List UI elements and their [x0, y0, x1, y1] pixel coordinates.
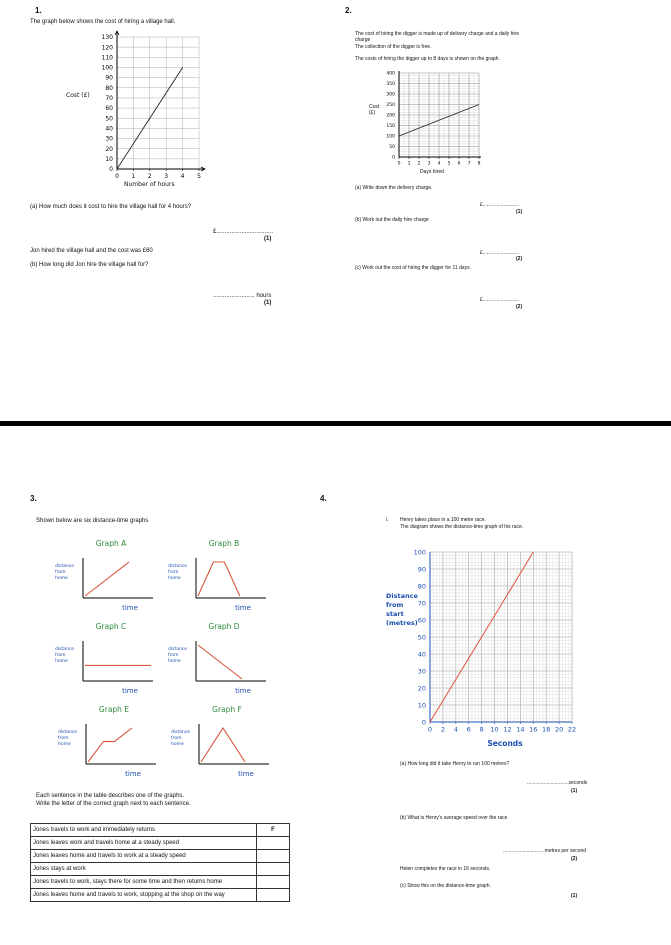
table-sentence: Jones leaves work and travels home at a steady speed: [31, 837, 257, 850]
q3-number: 3.: [30, 494, 37, 503]
y-tick-label: 30: [417, 667, 426, 676]
y-tick-label: 10: [105, 155, 113, 163]
q3-ylabel: home: [55, 659, 68, 664]
q3-xlabel: time: [235, 604, 251, 612]
q3-xlabel: time: [235, 687, 251, 695]
q2-number: 2.: [345, 6, 352, 15]
q3-graph-title: Graph A: [95, 539, 127, 548]
y-tick-label: 0: [392, 155, 395, 161]
q1-mark-b: (1): [264, 300, 272, 306]
x-tick-label: 22: [567, 725, 577, 734]
x-tick-label: 3: [164, 173, 169, 180]
y-tick-label: 40: [105, 125, 113, 133]
x-tick-label: 8: [479, 725, 484, 734]
y-tick-label: 350: [386, 82, 395, 88]
q3-ylabel: distance: [58, 730, 78, 735]
y-tick-label: 90: [105, 74, 113, 82]
q3-ylabel: home: [168, 659, 181, 664]
q4-mark-b: (2): [571, 856, 578, 862]
y-tick-label: 50: [389, 145, 395, 151]
q3-ylabel: from: [171, 736, 182, 741]
y-tick-label: 60: [417, 616, 426, 625]
y-tick-label: 100: [101, 64, 113, 72]
table-answer-cell[interactable]: F: [257, 824, 290, 837]
y-tick-label: 150: [386, 124, 395, 130]
x-tick-label: 0: [427, 725, 433, 734]
y-tick-label: 50: [417, 633, 426, 642]
y-tick-label: 40: [417, 650, 426, 659]
x-tick-label: 1: [407, 161, 411, 167]
x-tick-label: 0: [397, 161, 401, 167]
x-tick-label: 2: [147, 173, 152, 180]
q3-xlabel: time: [125, 770, 141, 778]
y-tick-label: 0: [109, 166, 113, 174]
table-sentence: Jones leaves home and travels to work, stopping at the shop on the way: [31, 889, 257, 902]
y-tick-label: 80: [105, 84, 113, 92]
q1-statement: Jon hired the village hall and the cost was £60: [30, 248, 153, 254]
q1-intro: The graph below shows the cost of hiring a village hall.: [30, 19, 176, 25]
q3-graph-title: Graph F: [212, 705, 242, 714]
q3-ylabel: distance: [171, 730, 191, 735]
x-tick-label: 4: [437, 161, 441, 167]
q4-roman: i.: [386, 517, 389, 523]
table-sentence: Jones travels to work, stays there for some time and then returns home: [31, 876, 257, 889]
q3-instruction2: Write the letter of the correct graph next to each sentence.: [36, 801, 191, 807]
y-tick-label: 120: [101, 44, 113, 52]
y-tick-label: 90: [417, 565, 426, 574]
q4-ylabel-line: (metres): [386, 619, 418, 627]
x-tick-label: 4: [180, 173, 185, 180]
table-sentence: Jones stays at work: [31, 863, 257, 876]
x-tick-label: 3: [427, 161, 431, 167]
y-tick-label: 250: [386, 103, 395, 109]
y-tick-label: 20: [417, 684, 426, 693]
q2-intro4: The costs of hiring the digger up to 8 days is shown on the graph.: [355, 56, 500, 62]
q2-ylabel: Cost (£): [369, 104, 380, 116]
q3-ylabel: from: [168, 653, 179, 658]
x-tick-label: 14: [516, 725, 525, 734]
q3-ylabel: home: [171, 742, 184, 747]
q1-answer-b[interactable]: ......................... hours: [213, 293, 272, 299]
q3-ylabel: home: [55, 576, 68, 581]
q4-xlabel: Seconds: [487, 739, 523, 748]
q3-graph-title: Graph C: [95, 622, 127, 631]
q3-ylabel: home: [168, 576, 181, 581]
q3-ylabel: distance: [55, 647, 75, 652]
y-tick-label: 60: [105, 105, 113, 113]
y-tick-label: 20: [105, 145, 113, 153]
q2-answer-a[interactable]: £..........................: [480, 202, 519, 208]
q1-number: 1.: [35, 6, 42, 15]
y-tick-label: 70: [417, 599, 426, 608]
y-tick-label: 80: [417, 582, 426, 591]
q1-part-b: (b) How long did Jon hire the village hall for?: [30, 262, 149, 268]
y-tick-label: 300: [386, 92, 395, 98]
table-sentence: Jones travels to work and immediately returns: [31, 824, 257, 837]
y-tick-label: 130: [101, 34, 113, 42]
y-tick-label: 110: [101, 54, 113, 62]
q4-mark-c: (1): [571, 893, 578, 899]
q3-ylabel: from: [55, 570, 66, 575]
q3-ylabel: distance: [168, 647, 188, 652]
y-tick-label: 100: [413, 548, 426, 557]
q3-ylabel: from: [58, 736, 69, 741]
x-tick-label: 18: [542, 725, 551, 734]
q4-answer-b[interactable]: ..............................metres per second: [503, 848, 587, 854]
q4-ylabel-line: from: [386, 601, 404, 609]
table-sentence: Jones leaves home and travels to work at a steady speed: [31, 850, 257, 863]
y-tick-label: 50: [105, 115, 113, 123]
x-tick-label: 10: [490, 725, 499, 734]
q3-graph-title: Graph E: [98, 705, 130, 714]
q1-part-a: (a) How much does it cost to hire the village hall for 4 hours?: [30, 204, 192, 210]
q1-xlabel: Number of hours: [124, 181, 175, 188]
q4-intro2: The diagram shows the distance-time graph of his race.: [400, 524, 524, 530]
x-tick-label: 2: [417, 161, 421, 167]
q4-part-c: (c) Show this on the distance-time graph.: [400, 883, 491, 889]
q3-ylabel: from: [168, 570, 179, 575]
q2-intro2: charge: [355, 37, 371, 43]
q4-part-b: (b) What is Henry's average speed over the race: [400, 815, 508, 821]
q4-statement: Helen completes the race in 16 seconds.: [400, 866, 491, 872]
q2-part-b: (b) Work out the daily hire charge: [355, 217, 429, 223]
q3-intro: Shown below are six distance-time graphs: [36, 518, 149, 524]
q3-instruction1: Each sentence in the table describes one of the graphs.: [36, 793, 185, 799]
q3-xlabel: time: [122, 687, 138, 695]
x-tick-label: 20: [554, 725, 564, 734]
q3-ylabel: distance: [55, 564, 75, 569]
q2-intro1: The cost of hiring the digger is made up of delivery charge and a daily hire: [355, 31, 519, 37]
x-tick-label: 5: [447, 161, 451, 167]
q2-part-c: (c) Work out the cost of hiring the digger for 11 days.: [355, 265, 471, 271]
y-tick-label: 400: [386, 71, 395, 77]
x-tick-label: 6: [457, 161, 461, 167]
y-tick-label: 30: [105, 135, 113, 143]
q3-ylabel: from: [55, 653, 66, 658]
y-tick-label: 100: [386, 134, 395, 140]
x-tick-label: 7: [467, 161, 471, 167]
x-tick-label: 1: [131, 173, 136, 180]
q3-xlabel: time: [122, 604, 138, 612]
q1-mark-a: (1): [264, 236, 272, 242]
q2-answer-c[interactable]: £..........................: [480, 297, 519, 303]
y-tick-label: 10: [417, 701, 426, 710]
q2-mark-b: (2): [516, 256, 523, 262]
q4-part-a: (a) How long did it take Henry to run 100 metres?: [400, 761, 510, 767]
q2-part-a: (a) Write down the delivery charge.: [355, 185, 433, 191]
q3-graph-title: Graph D: [208, 622, 240, 631]
y-tick-label: 200: [386, 113, 395, 119]
x-tick-label: 12: [503, 725, 512, 734]
q3-ylabel: distance: [168, 564, 188, 569]
x-tick-label: 5: [197, 173, 201, 180]
q2-answer-b[interactable]: £..........................: [480, 250, 519, 256]
q2-mark-c: (2): [516, 304, 523, 310]
x-tick-label: 8: [477, 161, 481, 167]
q4-mark-a: (1): [571, 788, 578, 794]
q1-answer-a[interactable]: £..................................: [213, 229, 274, 235]
q3-xlabel: time: [238, 770, 254, 778]
q2-intro3: The collection of the digger is free.: [355, 44, 432, 50]
q4-answer-a[interactable]: ..............................seconds: [527, 780, 588, 786]
q3-ylabel: home: [58, 742, 71, 747]
q1-ylabel: Cost (£): [66, 92, 90, 99]
q4-intro1: Henry takes place in a 100 metre race.: [400, 517, 486, 523]
q2-xlabel: Days hired: [420, 169, 444, 175]
x-tick-label: 2: [440, 725, 445, 734]
y-tick-label: 0: [421, 718, 426, 727]
y-tick-label: 70: [105, 95, 113, 103]
x-tick-label: 16: [529, 725, 538, 734]
q4-ylabel-line: start: [386, 610, 404, 618]
q4-number: 4.: [320, 494, 327, 503]
q3-graph-title: Graph B: [208, 539, 240, 548]
q4-ylabel-line: Distance: [386, 592, 418, 600]
q2-mark-a: (1): [516, 209, 523, 215]
x-tick-label: 6: [466, 725, 471, 734]
x-tick-label: 4: [453, 725, 458, 734]
x-tick-label: 0: [115, 173, 119, 180]
